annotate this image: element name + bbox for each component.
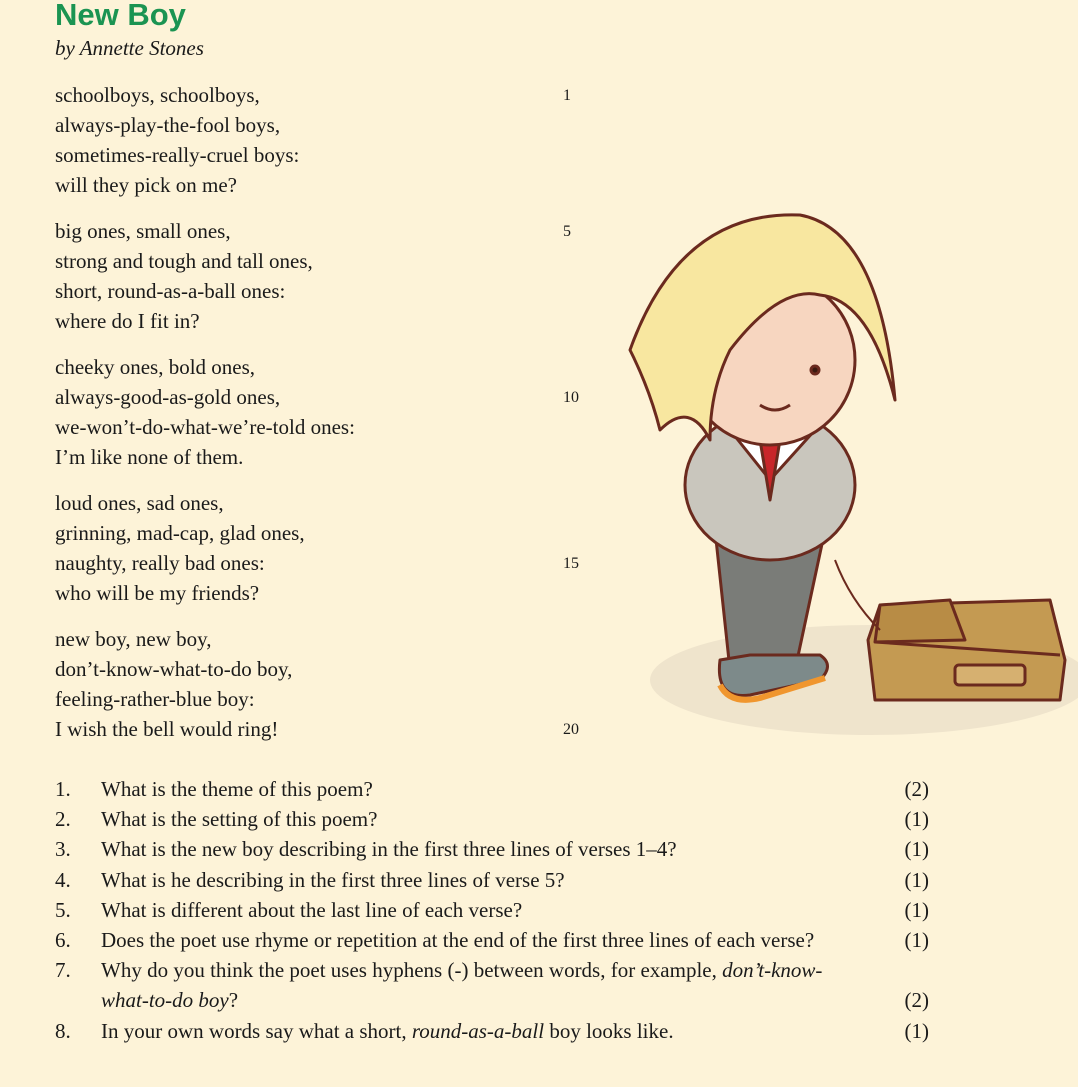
- question-number: 2.: [55, 807, 71, 832]
- question-number: 8.: [55, 1018, 71, 1043]
- poem-line-text: will they pick on me?: [55, 173, 237, 197]
- question-text-part: What is he describing in the first three lines of verse 5?: [101, 867, 565, 892]
- question-text-part: What is different about the last line of each verse?: [101, 897, 523, 922]
- question-marks: (1): [904, 867, 929, 892]
- question-text-part: boy looks like.: [544, 1018, 674, 1043]
- poem-line: [55, 352, 595, 382]
- question-item: [55, 865, 935, 895]
- line-number: 1: [563, 87, 571, 104]
- poem-line: [55, 246, 595, 276]
- question-text-part: What is the setting of this poem?: [101, 807, 378, 832]
- verse: [55, 624, 595, 744]
- poem-line: [55, 654, 595, 684]
- question-item: [55, 925, 935, 955]
- verse: [55, 352, 595, 472]
- question-number: 4.: [55, 867, 71, 892]
- poem-line: [55, 110, 595, 140]
- question-item: [55, 895, 935, 925]
- poem-line-text: loud ones, sad ones,: [55, 491, 224, 515]
- line-number: 20: [563, 721, 579, 738]
- poem-line: [55, 216, 595, 246]
- poem-line: [55, 548, 595, 578]
- question-item: [55, 955, 935, 1015]
- poem-line: [55, 276, 595, 306]
- poem-line-text: big ones, small ones,: [55, 219, 231, 243]
- question-marks: (2): [904, 777, 929, 801]
- question-text: [101, 925, 861, 955]
- question-text: [101, 774, 861, 804]
- poem-line-text: strong and tough and tall ones,: [55, 249, 313, 273]
- question-marks: (2): [904, 988, 929, 1013]
- question-text: [101, 1016, 861, 1046]
- poem-line-text: grinning, mad-cap, glad ones,: [55, 521, 305, 545]
- question-text-part: Why do you think the poet uses hyphens (-) between words, for example,: [101, 958, 723, 983]
- poem-body: [55, 80, 595, 760]
- poem-line-text: feeling-rather-blue boy:: [55, 687, 255, 711]
- poem-line: [55, 518, 595, 548]
- boy-with-schoolbag-illustration: [620, 200, 1078, 760]
- line-number: 10: [563, 389, 579, 406]
- poem-line-text: always-play-the-fool boys,: [55, 113, 281, 137]
- question-number: 6.: [55, 928, 71, 953]
- poem-line: [55, 488, 595, 518]
- verse: [55, 80, 595, 200]
- question-text-part: ?: [228, 988, 239, 1013]
- poem-line: [55, 412, 595, 442]
- question-text: [101, 865, 861, 895]
- question-text: [101, 834, 861, 864]
- poem-line: [55, 684, 595, 714]
- question-text: [101, 895, 861, 925]
- question-text-part: In your own words say what a short,: [101, 1018, 412, 1043]
- question-item: [55, 834, 935, 864]
- poem-line-text: I wish the bell would ring!: [55, 717, 279, 741]
- poem-line-text: new boy, new boy,: [55, 627, 212, 651]
- poem-line-text: I’m like none of them.: [55, 445, 244, 469]
- question-text-part: What is the theme of this poem?: [101, 777, 373, 801]
- poem-line: [55, 578, 595, 608]
- question-number: 3.: [55, 837, 71, 862]
- poem-line-text: where do I fit in?: [55, 309, 200, 333]
- poem-line: [55, 306, 595, 336]
- poem-line-text: sometimes-really-cruel boys:: [55, 143, 300, 167]
- poem-author: by Annette Stones: [55, 36, 204, 60]
- question-text: [101, 955, 861, 1015]
- poem-line: [55, 624, 595, 654]
- poem-line-text: we-won’t-do-what-we’re-told ones:: [55, 415, 355, 439]
- question-number: 5.: [55, 897, 71, 922]
- question-number: 7.: [55, 958, 71, 983]
- question-marks: (1): [904, 807, 929, 832]
- question-marks: (1): [904, 928, 929, 953]
- verse: [55, 488, 595, 608]
- verse: [55, 216, 595, 336]
- question-text: [101, 804, 861, 834]
- poem-line: [55, 170, 595, 200]
- question-text-part: What is the new boy describing in the first three lines of verses 1–4?: [101, 837, 677, 862]
- question-marks: (1): [904, 897, 929, 922]
- question-item: [55, 804, 935, 834]
- poem-line-text: cheeky ones, bold ones,: [55, 355, 256, 379]
- poem-line-text: naughty, really bad ones:: [55, 551, 265, 575]
- poem-line-text: don’t-know-what-to-do boy,: [55, 657, 293, 681]
- poem-line: [55, 382, 595, 412]
- question-text-part: round-as-a-ball: [411, 1018, 545, 1043]
- poem-line-text: schoolboys, schoolboys,: [55, 83, 260, 107]
- poem-line-text: who will be my friends?: [55, 581, 260, 605]
- poem-line-text: always-good-as-gold ones,: [55, 385, 281, 409]
- poem-line: [55, 140, 595, 170]
- poem-line-text: short, round-as-a-ball ones:: [55, 279, 286, 303]
- poem-line: [55, 442, 595, 472]
- poem-line: [55, 714, 595, 744]
- questions-list: [55, 774, 935, 1046]
- line-number: 5: [563, 223, 571, 240]
- question-item: [55, 774, 935, 804]
- question-item: [55, 1016, 935, 1046]
- poem-title: New Boy: [55, 0, 186, 32]
- question-text-part: Does the poet use rhyme or repetition at the end of the first three lines of each verse?: [101, 928, 815, 953]
- question-marks: (1): [904, 1018, 929, 1043]
- question-marks: (1): [904, 837, 929, 862]
- question-text-part: don’t-know-what-to-do boy: [101, 958, 823, 1013]
- question-number: 1.: [55, 777, 71, 801]
- line-number: 15: [563, 555, 579, 572]
- poem-line: [55, 80, 595, 110]
